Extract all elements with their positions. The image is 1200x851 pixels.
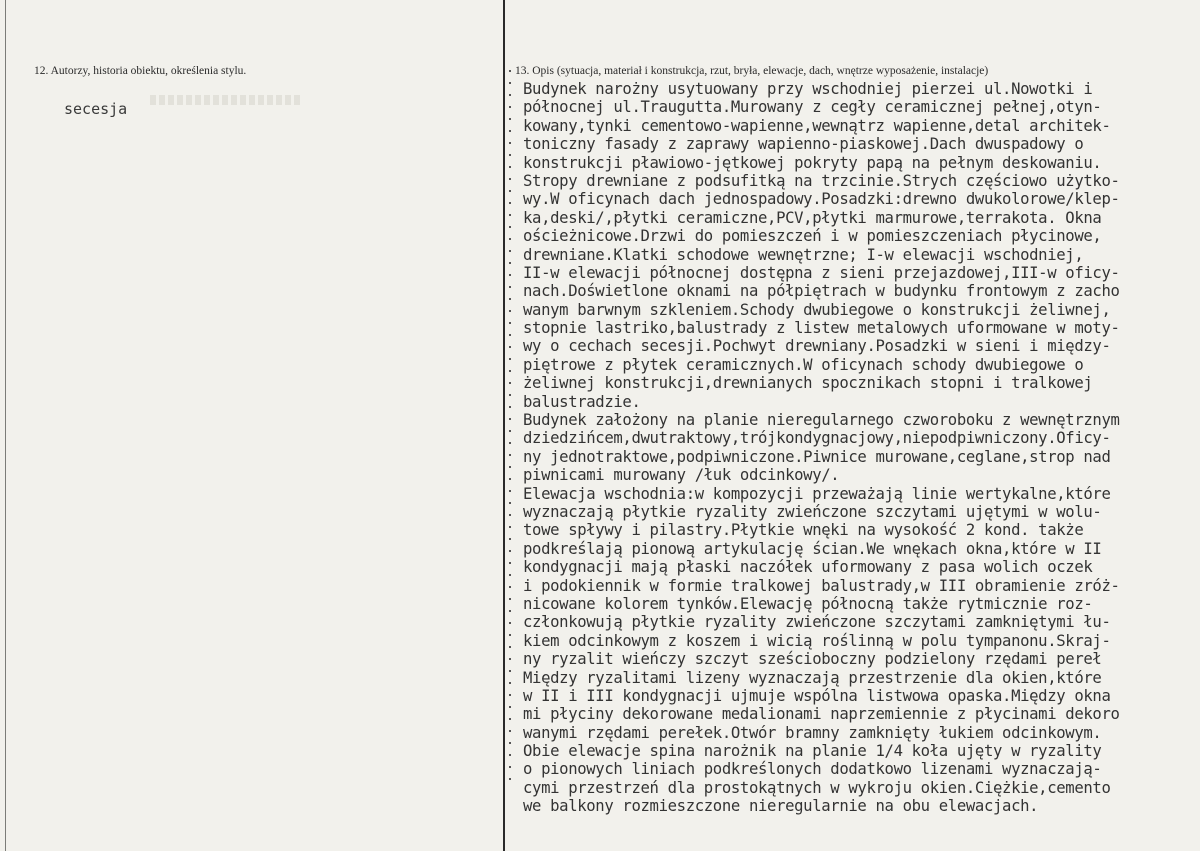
- description-line: nach.Doświetlone oknami na półpiętrach w budynku frontowym z zacho: [523, 282, 1120, 301]
- description-line: wanymi rzędami perełek.Otwór bramny zamknięty łukiem odcinkowym.: [523, 723, 1102, 742]
- description-line: stopnie lastriko,balustrady z listew metalowych uformowane w moty-: [523, 319, 1120, 338]
- description-line: dziedzińcem,dwutraktowy,trójkondygnacjowy,niepodpiwniczony.Oficy-: [523, 429, 1111, 448]
- description-line: kiem odcinkowym z koszem i wicią roślinną w polu tympanonu.Skraj-: [523, 631, 1111, 650]
- description-line: kondygnacji mają płaski naczółek uformowany z pasa wolich oczek: [523, 558, 1093, 577]
- description-line: drewniane.Klatki schodowe wewnętrzne; I-w elewacji wschodniej,: [523, 245, 1084, 264]
- description-line: Elewacja wschodnia:w kompozycji przeważają linie wertykalne,które: [523, 484, 1111, 503]
- description-line: wyznaczają płytkie ryzality zwieńczone szczytami ujętymi w wolu-: [523, 502, 1102, 521]
- section-12-heading: 12. Autorzy, historia obiektu, określenia stylu.: [34, 65, 247, 77]
- description-line: towe spływy i pilastry.Płytkie wnęki na wysokość 2 kond. także: [523, 521, 1084, 540]
- description-line: II-w elewacji północnej dostępna z sieni przejazdowej,III-w oficy-: [523, 263, 1120, 282]
- description-line: balustradzie.: [523, 392, 641, 411]
- style-value: secesja: [64, 100, 128, 118]
- description-text: [523, 80, 1200, 816]
- faded-typewriter-trace: [150, 95, 300, 105]
- description-line: o pionowych liniach podkreślonych dodatkowo lizenami wyznaczają-: [523, 760, 1102, 779]
- description-line: konstrukcji pławiowo-jętkowej pokryty papą na pełnym deskowaniu.: [523, 153, 1102, 172]
- description-line: Budynek narożny usytuowany przy wschodniej pierzei ul.Nowotki i: [523, 80, 1093, 98]
- description-line: Stropy drewniane z podsufitką na trzcinie.Strych częściowo użytko-: [523, 171, 1120, 190]
- description-line: północnej ul.Traugutta.Murowany z cegły ceramicznej pełnej,otyn-: [523, 98, 1102, 117]
- perforation-dots: [509, 70, 511, 790]
- column-divider: [503, 0, 505, 851]
- left-edge-line: [5, 0, 6, 851]
- description-line: we balkony rozmieszczone nieregularnie na obu elewacjach.: [523, 797, 1039, 816]
- description-line: ościeżnicowe.Drzwi do pomieszczeń i w pomieszczeniach płycinowe,: [523, 227, 1102, 246]
- description-line: w II i III kondygnacji ujmuje wspólna listwowa opaska.Między okna: [523, 686, 1111, 705]
- description-line: podkreślają pionową artykulację ścian.We wnękach okna,które w II: [523, 539, 1102, 558]
- section-13-heading: 13. Opis (sytuacja, materiał i konstrukcja, rzut, bryła, elewacje, dach, wnętrze wyposażenie, instalacje): [515, 65, 989, 77]
- description-line: Budynek założony na planie nieregularnego czworoboku z wewnętrznym: [523, 411, 1120, 430]
- description-line: wy.W oficynach dach jednospadowy.Posadzki:drewno dwukolorowe/klep-: [523, 190, 1120, 209]
- description-line: kowany,tynki cementowo-wapienne,wewnątrz wapienne,detal architek-: [523, 116, 1111, 135]
- description-line: mi płyciny dekorowane medalionami naprzemiennie z płycinami dekoro: [523, 705, 1120, 724]
- description-line: ny ryzalit wieńczy szczyt sześcioboczny podzielony rzędami pereł: [523, 650, 1102, 669]
- description-line: wanym barwnym szkleniem.Schody dwubiegowe o konstrukcji żeliwnej,: [523, 300, 1111, 319]
- description-line: nicowane kolorem tynków.Elewację północną także rytmicznie roz-: [523, 594, 1093, 613]
- description-line: członkowują płytkie ryzality zwieńczone szczytami zamkniętymi łu-: [523, 613, 1111, 632]
- description-line: toniczny fasady z zaprawy wapienno-piaskowej.Dach dwuspadowy o: [523, 135, 1084, 154]
- description-line: piwnicami murowany /łuk odcinkowy/.: [523, 466, 840, 485]
- description-line: cymi przestrzeń dla prostokątnych w wykroju okien.Ciężkie,cemento: [523, 778, 1111, 797]
- description-line: ny jednotraktowe,podpiwniczone.Piwnice murowane,ceglane,strop nad: [523, 447, 1111, 466]
- description-line: żeliwnej konstrukcji,drewnianych spocznikach stopni i tralkowej: [523, 374, 1093, 393]
- description-line: ka,deski/,płytki ceramiczne,PCV,płytki marmurowe,terrakota. Okna: [523, 208, 1102, 227]
- description-line: Obie elewacje spina narożnik na planie 1/4 koła ujęty w ryzality: [523, 742, 1102, 761]
- description-line: wy o cechach secesji.Pochwyt drewniany.Posadzki w sieni i między-: [523, 337, 1111, 356]
- description-line: Między ryzalitami lizeny wyznaczają przestrzenie dla okien,które: [523, 668, 1102, 687]
- description-line: i podokiennik w formie tralkowej balustrady,w III obramienie zróż-: [523, 576, 1120, 595]
- description-line: piętrowe z płytek ceramicznych.W oficynach schody dwubiegowe o: [523, 355, 1084, 374]
